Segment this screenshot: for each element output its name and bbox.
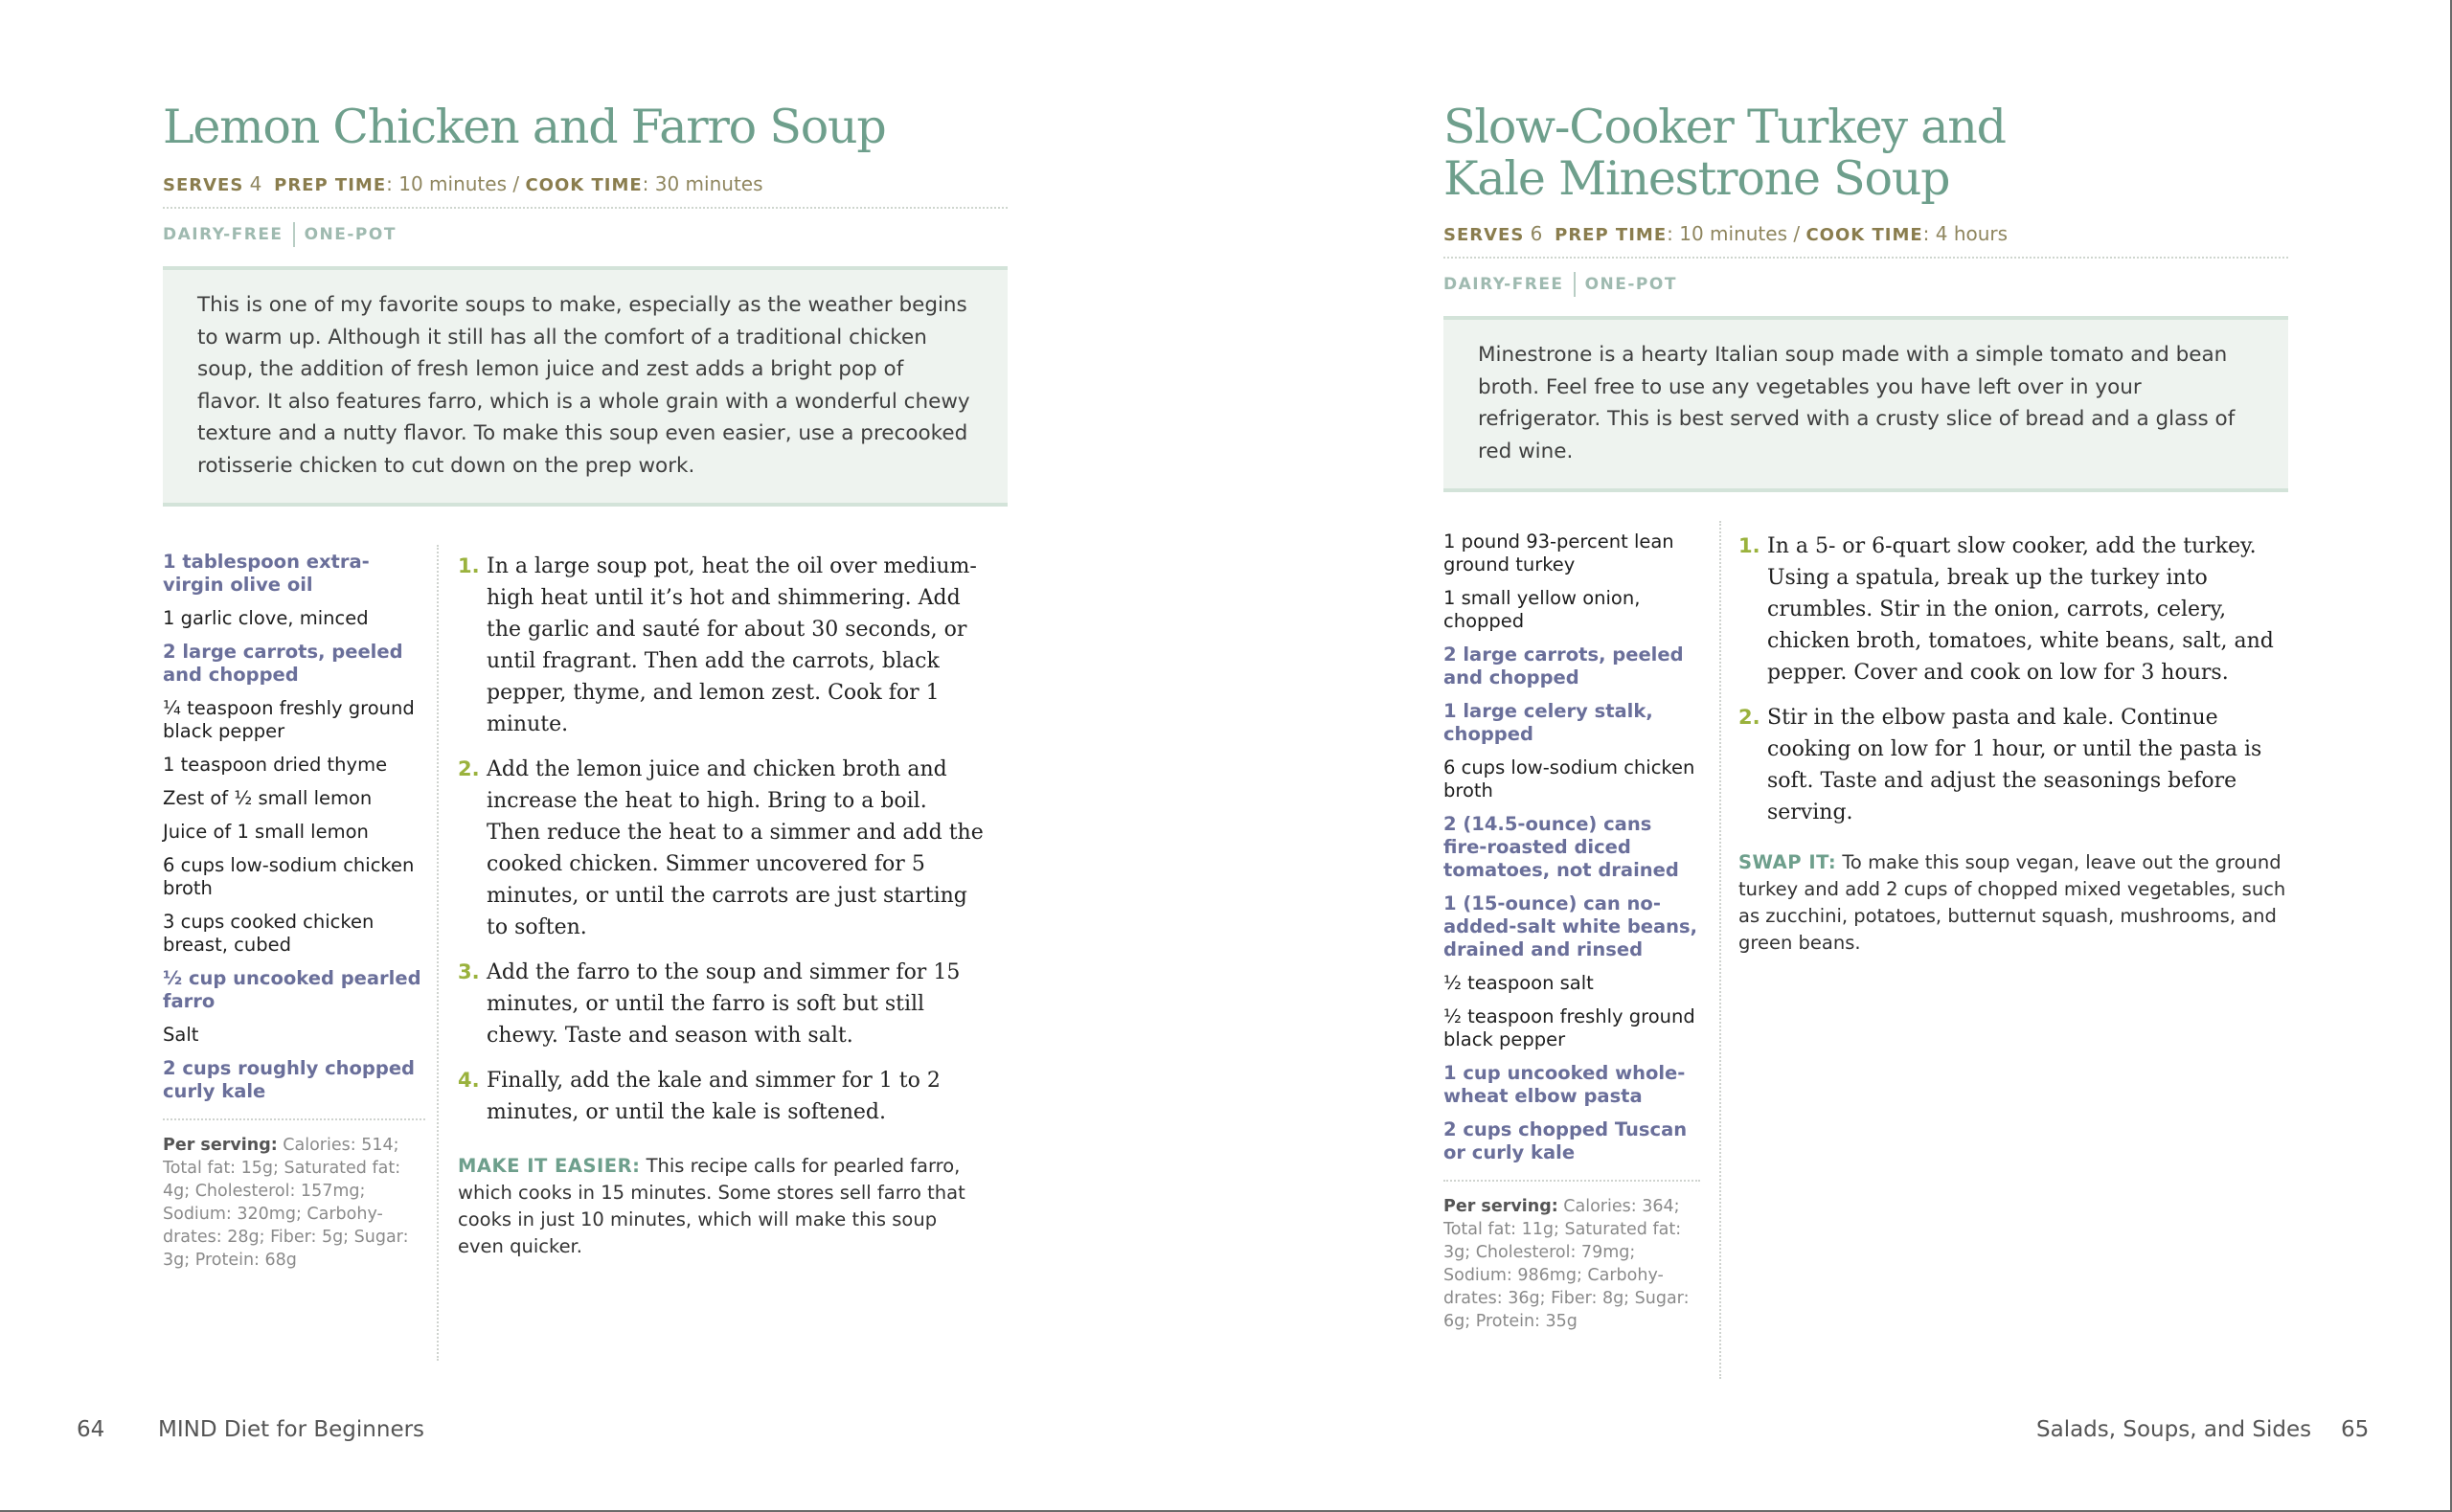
step-text: In a 5- or 6-quart slow cooker, add the turkey. Using a spatula, break up the turkey into crumbles. Stir in the onion, carrots, celery, chicken broth, tomatoes, white beans, salt, and pepper. Cover and cook on low for 3 hours. <box>1767 534 2274 685</box>
ingredient-item: 2 large carrots, peeled and chopped <box>163 641 403 686</box>
step-text: Stir in the elbow pasta and kale. Continue cooking on low for 1 hour, or until the pasta is soft. Taste and adjust the seasonings before serving. <box>1767 706 2262 824</box>
tag-one-pot: ONE-POT <box>304 225 397 244</box>
divider <box>163 207 1008 209</box>
column-divider <box>437 545 439 1361</box>
ingredient-item: 3 cups cooked chicken breast, cubed <box>163 911 375 956</box>
recipe-meta: SERVES 4 PREP TIME: 10 minutes / COOK TIME: 30 minutes <box>163 172 763 195</box>
step-number: 1. <box>458 554 480 577</box>
ingredient-item: 1 pound 93-percent lean ground turkey <box>1443 530 1674 575</box>
ingredient-item: 1 large celery stalk, chopped <box>1443 700 1653 745</box>
nutrition-info: Per serving: Calories: 514; Total fat: 15g; Saturated fat: 4g; Cholesterol: 157mg; Sodium: 320mg; Carbohy- drates: 28g; Fiber: 5g; Sugar: 3g; Protein: 68g <box>163 1118 425 1272</box>
running-head: Salads, Soups, and Sides <box>2036 1417 2312 1442</box>
page-number: 65 <box>2341 1417 2370 1442</box>
tag-dairy-free: DAIRY-FREE <box>163 225 284 244</box>
nutrition-info: Per serving: Calories: 364; Total fat: 11g; Saturated fat: 3g; Cholesterol: 79mg; Sodium: 986mg; Carbohy- drates: 36g; Fiber: 8g; Sugar: 6g; Protein: 35g <box>1443 1180 1700 1333</box>
step-text: Add the farro to the soup and simmer for 15 minutes, or until the farro is soft but still chewy. Taste and season with salt. <box>487 960 961 1048</box>
ingredient-item: 1 (15-ounce) can no-added-salt white beans, drained and rinsed <box>1443 892 1698 960</box>
ingredient-item: ¼ teaspoon freshly ground black pepper <box>163 697 415 742</box>
divider <box>1443 257 2288 259</box>
step-number: 2. <box>458 757 480 780</box>
instructions <box>458 551 985 1260</box>
recipe-title: Slow-Cooker Turkey and Kale Minestrone Soup <box>1443 100 2006 206</box>
recipe-body <box>163 551 1008 1374</box>
ingredient-item: 6 cups low-sodium chicken broth <box>1443 756 1695 801</box>
ingredient-item: 1 garlic clove, minced <box>163 607 369 629</box>
recipe-intro: This is one of my favorite soups to make, especially as the weather begins to warm up. Although it still has all the comfort of a traditional chicken soup, the addition of fresh lemon juice and zest adds a bright pop of flavor. It also features farro, which is a whole grain with a wonderful chewy texture and a nutty flavor. To make this soup even easier, use a precooked rotisserie chicken to cut down on the prep work. <box>163 266 1008 507</box>
ingredient-item: 2 cups roughly chopped curly kale <box>163 1057 416 1102</box>
instruction-step <box>458 957 985 1051</box>
tag-separator <box>1574 272 1576 297</box>
ingredient-item: Salt <box>163 1024 199 1046</box>
tag-one-pot: ONE-POT <box>1584 275 1677 294</box>
ingredient-list <box>163 551 425 1272</box>
step-number: 2. <box>1738 706 1760 729</box>
instruction-step <box>1738 702 2288 828</box>
recipe-title: Lemon Chicken and Farro Soup <box>163 100 886 154</box>
ingredient-item: 1 tablespoon extra-virgin olive oil <box>163 551 370 596</box>
step-number: 4. <box>458 1069 480 1092</box>
tag-dairy-free: DAIRY-FREE <box>1443 275 1564 294</box>
recipe-turkey-minestrone <box>1443 102 2288 1392</box>
ingredient-item: 1 small yellow onion, chopped <box>1443 587 1641 632</box>
step-text: Finally, add the kale and simmer for 1 to 2 minutes, or until the kale is softened. <box>487 1069 941 1124</box>
step-number: 3. <box>458 960 480 983</box>
recipe-lemon-chicken <box>163 102 1008 1374</box>
ingredient-item: 6 cups low-sodium chicken broth <box>163 854 415 899</box>
instructions <box>1738 530 2288 957</box>
right-page <box>1226 0 2452 1512</box>
ingredient-item: 2 cups chopped Tuscan or curly kale <box>1443 1118 1688 1163</box>
tag-separator <box>293 222 295 247</box>
ingredient-list <box>1443 530 1700 1333</box>
tip-make-it-easier: MAKE IT EASIER: This recipe calls for pearled farro, which cooks in 15 minutes. Some stores sell farro that cooks in just 10 minutes, which will make this soup even quicker. <box>458 1155 965 1257</box>
ingredient-item: 2 large carrots, peeled and chopped <box>1443 643 1684 688</box>
recipe-meta: SERVES 6 PREP TIME: 10 minutes / COOK TIME: 4 hours <box>1443 222 2009 245</box>
instruction-step <box>1738 530 2288 688</box>
ingredient-item: 1 cup uncooked whole-wheat elbow pasta <box>1443 1062 1686 1107</box>
ingredient-item: Juice of 1 small lemon <box>163 821 369 843</box>
ingredient-item: ½ cup uncooked pearled farro <box>163 967 421 1012</box>
running-head: MIND Diet for Beginners <box>158 1417 425 1442</box>
step-text: Add the lemon juice and chicken broth and increase the heat to high. Bring to a boil. Then reduce the heat to a simmer and add the cooked chicken. Simmer uncovered for 5 minutes, or until the carrots are just starting to soften. <box>487 757 984 939</box>
column-divider <box>1719 521 1721 1379</box>
recipe-body <box>1443 530 2288 1392</box>
ingredient-item: ½ teaspoon salt <box>1443 972 1594 994</box>
instruction-step <box>458 1065 985 1128</box>
step-text: In a large soup pot, heat the oil over medium-high heat until it’s hot and shimmering. Add the garlic and sauté for about 30 seconds, or until fragrant. Then add the carrots, black pepper, thyme, and lemon zest. Cook for 1 minute. <box>487 554 977 736</box>
recipe-intro: Minestrone is a hearty Italian soup made with a simple tomato and bean broth. Feel free to use any vegetables you have left over in your refrigerator. This is best served with a crusty slice of bread and a glass of red wine. <box>1443 316 2288 492</box>
tip-swap-it: SWAP IT: To make this soup vegan, leave out the ground turkey and add 2 cups of chopped mixed vegetables, such as zucchini, potatoes, butternut squash, mushrooms, and green beans. <box>1738 851 2286 954</box>
ingredient-item: 2 (14.5-ounce) cans fire-roasted diced tomatoes, not drained <box>1443 813 1679 881</box>
instruction-step <box>458 551 985 740</box>
ingredient-item: 1 teaspoon dried thyme <box>163 754 388 776</box>
ingredient-item: ½ teaspoon freshly ground black pepper <box>1443 1005 1695 1050</box>
recipe-tags <box>163 222 1008 247</box>
step-number: 1. <box>1738 534 1760 557</box>
instruction-step <box>458 754 985 943</box>
recipe-tags <box>1443 272 2288 297</box>
page-number: 64 <box>77 1417 105 1442</box>
ingredient-item: Zest of ½ small lemon <box>163 787 373 809</box>
